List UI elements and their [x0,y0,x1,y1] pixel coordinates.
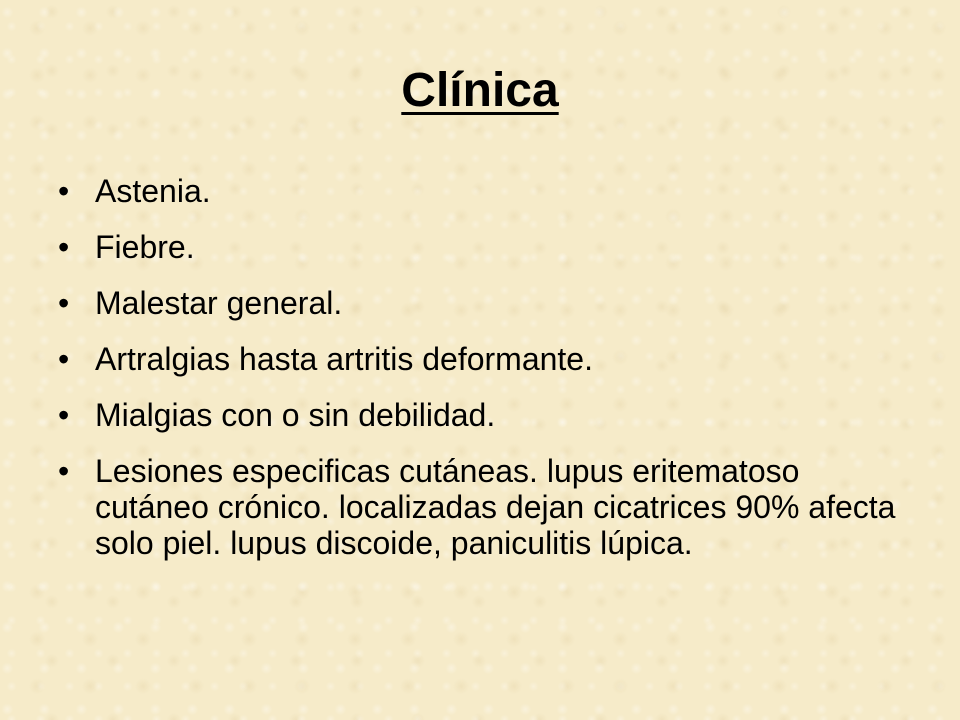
bullet-item [58,173,918,209]
bullet-item [58,285,918,321]
bullet-list [58,173,918,581]
bullet-text: Artralgias hasta artritis deformante. [95,341,593,377]
bullet-item [58,229,918,265]
bullet-icon: • [58,397,70,433]
bullet-item [58,341,918,377]
bullet-text: Fiebre. [95,229,195,265]
bullet-text: Mialgias con o sin debilidad. [95,397,496,433]
bullet-item [58,453,918,561]
slide-title-text: Clínica [401,64,559,117]
bullet-icon: • [58,285,70,321]
bullet-text: Malestar general. [95,285,343,321]
bullet-text: Astenia. [95,173,211,209]
bullet-icon: • [58,453,70,489]
bullet-icon: • [58,173,70,209]
bullet-icon: • [58,341,70,377]
slide-title [0,62,960,120]
bullet-item [58,397,918,433]
bullet-text: Lesiones especificas cutáneas. lupus eritematoso cutáneo crónico. localizadas dejan cicatrices 90% afecta solo piel. lupus discoide, paniculitis lúpica. [95,453,896,561]
bullet-icon: • [58,229,70,265]
